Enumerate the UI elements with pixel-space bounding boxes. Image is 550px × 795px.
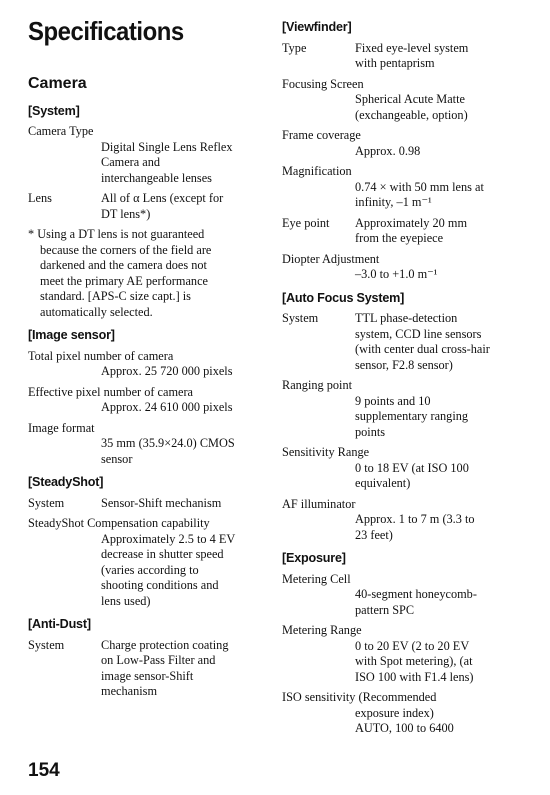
spec-value: Spherical Acute Matte (exchangeable, option): [355, 92, 468, 122]
spec-eye-point: [282, 216, 532, 247]
section-steadyshot: [28, 475, 268, 609]
spec-label: Sensitivity Range: [282, 445, 370, 459]
spec-value: 35 mm (35.9×24.0) CMOS sensor: [101, 436, 235, 466]
right-column: [282, 0, 532, 745]
spec-label: Ranging point: [282, 378, 353, 392]
section-heading: [Anti-Dust]: [28, 617, 91, 631]
spec-label: Eye point: [282, 215, 330, 230]
spec-value: Approx. 0.98: [355, 143, 421, 158]
spec-value: Charge protection coating on Low-Pass Filter and image sensor-Shift mechanism: [101, 637, 229, 698]
spec-value: Sensor-Shift mechanism: [101, 495, 222, 510]
spec-focusing-screen: [282, 77, 532, 124]
spec-steadyshot-compensation: [28, 516, 268, 609]
spec-label: Camera Type: [28, 124, 94, 138]
spec-value: Approximately 20 mm from the eyepiece: [355, 215, 468, 245]
spec-value: 0.74 × with 50 mm lens at infinity, –1 m⁻¹: [355, 179, 484, 209]
spec-label: Diopter Adjustment: [282, 251, 380, 266]
left-column: [28, 0, 268, 708]
spec-value: Approximately 2.5 to 4 EV decrease in shutter speed (varies according to shooting conditions and lens used): [101, 531, 236, 608]
spec-label: System: [28, 637, 65, 652]
spec-label: System: [282, 311, 319, 325]
footnote: * Using a DT lens is not guaranteed because the corners of the field are darkened and the camera does not meet the primary AE performance standard. [APS-C size capt.] is automatically selected.: [28, 227, 212, 319]
spec-camera-type: [28, 124, 268, 186]
spec-metering-range: [282, 623, 532, 685]
spec-label: Focusing Screen: [282, 76, 364, 91]
spec-label: Type: [282, 40, 307, 55]
section-image-sensor: [28, 328, 268, 467]
spec-diopter-adjustment: [282, 252, 532, 283]
spec-value: Approx. 1 to 7 m (3.3 to 23 feet): [355, 512, 475, 542]
spec-steadyshot-system: [28, 496, 268, 512]
spec-label: ISO sensitivity (Recommended: [282, 690, 437, 704]
section-heading: [Auto Focus System]: [282, 290, 405, 305]
section-heading: [Viewfinder]: [282, 20, 352, 34]
section-exposure: [282, 551, 532, 737]
spec-af-illuminator: [282, 497, 532, 544]
spec-label: System: [28, 495, 65, 510]
spec-ranging-point: [282, 378, 532, 440]
spec-frame-coverage: [282, 128, 532, 159]
spec-label: Metering Range: [282, 623, 362, 637]
spec-af-system: [282, 311, 532, 373]
section-auto-focus-system: [282, 291, 532, 544]
spec-label: Image format: [28, 420, 95, 435]
spec-value: –3.0 to +1.0 m⁻¹: [355, 267, 438, 281]
spec-value: 0 to 18 EV (at ISO 100 equivalent): [355, 460, 469, 490]
spec-lens: [28, 191, 268, 222]
spec-sensitivity-range: [282, 445, 532, 492]
section-heading: [Image sensor]: [28, 328, 115, 342]
spec-value: TTL phase-detection system, CCD line sensors (with center dual cross-hair sensor, F2.8 sensor): [355, 311, 490, 372]
spec-label: Metering Cell: [282, 571, 351, 586]
spec-label: SteadyShot Compensation capability: [28, 516, 210, 530]
spec-value: Approx. 25 720 000 pixels: [101, 364, 233, 378]
spec-value: Approx. 24 610 000 pixels: [101, 400, 233, 414]
spec-value: exposure index) AUTO, 100 to 6400: [355, 705, 454, 735]
spec-total-pixels: [28, 349, 268, 380]
spec-label: Effective pixel number of camera: [28, 384, 194, 399]
section-heading: [SteadyShot]: [28, 475, 104, 489]
spec-value: Digital Single Lens Reflex Camera and interchangeable lenses: [101, 139, 233, 185]
spec-value: 40-segment honeycomb- pattern SPC: [355, 587, 477, 617]
spec-effective-pixels: [28, 385, 268, 416]
spec-label: Magnification: [282, 164, 352, 178]
spec-value: 9 points and 10 supplementary ranging points: [355, 393, 469, 439]
page-number: 154: [28, 760, 60, 781]
section-system: [28, 104, 268, 321]
spec-iso-sensitivity: [282, 690, 532, 737]
spec-magnification: [282, 164, 532, 211]
spec-viewfinder-type: [282, 41, 532, 72]
spec-label: Frame coverage: [282, 128, 361, 142]
section-viewfinder: [282, 20, 532, 283]
spec-value: All of α Lens (except for DT lens*): [101, 191, 224, 221]
spec-label: Total pixel number of camera: [28, 348, 174, 363]
page-title: Specifications: [28, 16, 184, 46]
chapter-heading: Camera: [28, 75, 87, 92]
spec-value: 0 to 20 EV (2 to 20 EV with Spot metering), (at ISO 100 with F1.4 lens): [355, 638, 474, 684]
spec-anti-dust-system: [28, 638, 268, 700]
section-heading: [System]: [28, 103, 80, 118]
spec-image-format: [28, 421, 268, 468]
spec-label: Lens: [28, 191, 52, 205]
section-anti-dust: [28, 617, 268, 700]
spec-value: Fixed eye-level system with pentaprism: [355, 40, 469, 70]
section-heading: [Exposure]: [282, 551, 346, 565]
spec-metering-cell: [282, 572, 532, 619]
spec-label: AF illuminator: [282, 496, 356, 511]
